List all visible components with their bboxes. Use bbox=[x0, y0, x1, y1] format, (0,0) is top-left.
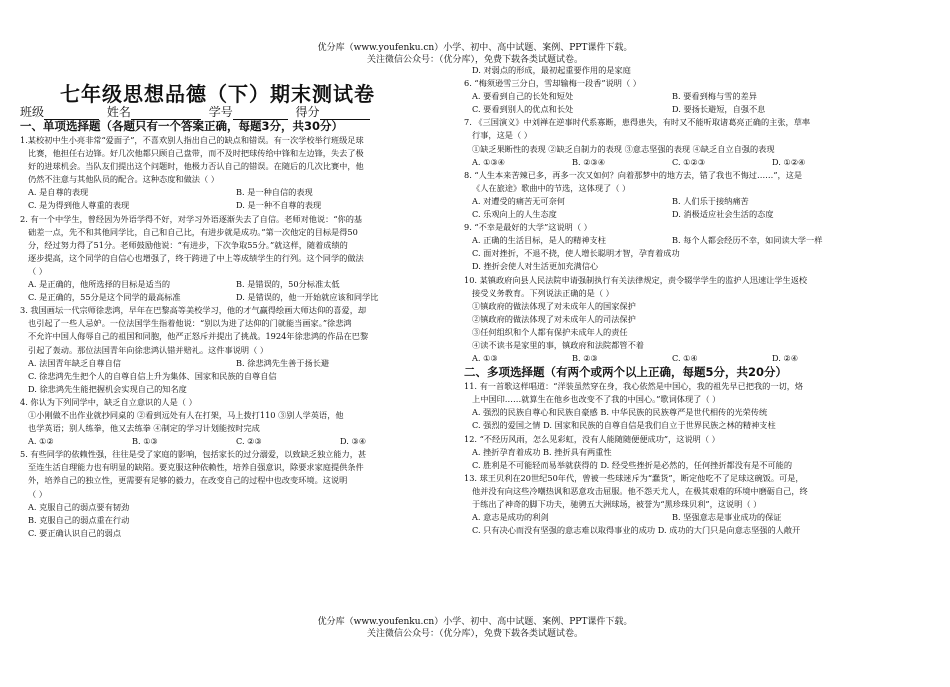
q8-option-d[interactable]: D. 消极适应社会生活的态度 bbox=[672, 209, 774, 220]
q6-option-a[interactable]: A. 要看到自己的长处和短处 bbox=[472, 91, 574, 102]
q8-option-c[interactable]: C. 乐观向上的人生态度 bbox=[472, 209, 557, 220]
q12-options[interactable]: A. 挫折孕育着成功 B. 挫折具有两重性 bbox=[472, 446, 612, 457]
q2-option-d[interactable]: D. 是错误的，他一开始就应该和同学比 bbox=[236, 292, 379, 303]
q1-line: 仍然不注意与其他队员的配合。这种态度和做法（ ） bbox=[28, 174, 219, 185]
q5-line: （ ） bbox=[28, 488, 47, 499]
q3-line: 也引起了一些人忌妒。一位法国学生指着他说：“别以为进了达仰的门就能当画家。”徐悲鸿 bbox=[28, 318, 352, 329]
footer-line-1: 优分库（www.youfenku.cn）小学、初中、高中试题、案例、PPT课件下载。 bbox=[317, 617, 633, 627]
q3-line: 3. 我国画坛一代宗师徐悲鸿，早年在巴黎高等美校学习，他的才气赢得绘画大师达仰的喜爱，却 bbox=[20, 305, 367, 316]
q5-option-a[interactable]: A. 克服自己的弱点要有韧劲 bbox=[28, 501, 130, 512]
q4-option-b[interactable]: B. ①③ bbox=[132, 436, 158, 447]
section-1-heading: 一、单项选择题（各题只有一个答案正确，每题3分，共30分） bbox=[20, 119, 344, 133]
footer-line-2: 关注微信公众号：（优分库），免费下载各类试题试卷。 bbox=[366, 629, 583, 639]
q9-option-a[interactable]: A. 正确的生活目标，是人的精神支柱 bbox=[472, 235, 606, 246]
q11-line: 上中国印……就算生在他乡也改变不了我的中国心。”歌词体现了（ ） bbox=[472, 394, 721, 405]
q1-option-b[interactable]: B. 是一种自信的表现 bbox=[236, 187, 313, 198]
q2-line: 础差一点，先不和其他同学比，自己和自己比，有进步就是成功。”第一次他定的目标是得50 bbox=[28, 226, 358, 237]
q10-line: 接受义务教育。下列说法正确的是（ ） bbox=[472, 287, 614, 298]
q10-statement: ①镇政府的做法体现了对未成年人的国家保护 bbox=[472, 300, 636, 311]
q10-option-c[interactable]: C. ①④ bbox=[672, 353, 698, 364]
q12-options[interactable]: C. 胜利是不可能轻而易举就获得的 D. 经受些挫折是必然的，任何挫折都没有是不可能的 bbox=[472, 459, 793, 470]
q1-line: 好的进球机会。当队友们提出这个问题时，他极力否认自己的错误。在随后的几次比赛中，他 bbox=[28, 161, 364, 172]
q5-option-c[interactable]: C. 要正确认识自己的弱点 bbox=[28, 527, 122, 538]
left-column bbox=[20, 119, 444, 540]
q5-option-b[interactable]: B. 克服自己的弱点重在行动 bbox=[28, 514, 130, 525]
number-label: 学号 bbox=[208, 105, 233, 119]
q7-option-a[interactable]: A. ①③④ bbox=[472, 156, 506, 167]
q3-line: 引起了轰动。那位法国青年向徐悲鸿认错并赔礼。这件事说明（ ） bbox=[28, 344, 269, 355]
q12-line: 12. “不经历风雨，怎么见彩虹，没有人能随随便便成功”，这说明（ ） bbox=[464, 433, 720, 444]
q4-option-a[interactable]: A. ①② bbox=[28, 436, 54, 447]
q13-option-a[interactable]: A. 意志是成功的利剑 bbox=[472, 512, 549, 523]
q5-line: 5. 有些同学的依赖性强，往往是受了家庭的影响，包括家长的过分溺爱，以致缺乏独立能力，甚 bbox=[20, 449, 367, 460]
q6-option-d[interactable]: D. 要扬长避短，自强不息 bbox=[672, 104, 766, 115]
q13-line: 他并没有向这些冷嘲热讽和恶意攻击屈服。他不怨天尤人，在极其艰难的环境中磨砺自己，终 bbox=[472, 485, 808, 496]
q1-option-a[interactable]: A. 是自尊的表现 bbox=[28, 187, 89, 198]
q10-option-b[interactable]: B. ②③ bbox=[572, 353, 598, 364]
q13-line: 13. 球王贝利在20世纪50年代，曾被一些球迷斥为“蠢货”，断定他吃不了足球这碗饭。可是， bbox=[464, 472, 804, 483]
q3-option-b[interactable]: B. 徐悲鸿先生善于扬长避 bbox=[236, 357, 330, 368]
q13-line: 于练出了神奇的脚下功夫，驰骋五大洲球场，被誉为“黑珍珠贝利”，这说明（ ） bbox=[472, 499, 762, 509]
q2-line: （ ） bbox=[28, 265, 47, 276]
page-header bbox=[0, 42, 950, 66]
q13-options-cd[interactable]: C. 只有决心而没有坚强的意志难以取得事业的成功 D. 成功的大门只是向意志坚强的人敞开 bbox=[472, 525, 801, 536]
q3-option-c[interactable]: C. 徐悲鸿先生把个人的自尊自信上升为集体、国家和民族的自尊自信 bbox=[28, 370, 277, 381]
q7-option-b[interactable]: B. ②③④ bbox=[572, 156, 606, 167]
q2-option-c[interactable]: C. 是正确的，55分是这个同学的最高标准 bbox=[28, 292, 181, 303]
q3-option-d[interactable]: D. 徐悲鸿先生能把握机会实现自己的知名度 bbox=[28, 383, 187, 394]
section-2-heading: 二、多项选择题（有两个或两个以上正确，每题5分，共20分） bbox=[464, 365, 788, 380]
q10-statement: ③任何组织和个人都有保护未成年人的责任 bbox=[472, 326, 628, 337]
q6-option-c[interactable]: C. 要看到别人的优点和长处 bbox=[472, 104, 574, 115]
q11-line: 11. 有一首歌这样唱道：“洋装虽然穿在身，我心依然是中国心，我的祖先早已把我的一切，烙 bbox=[464, 381, 804, 392]
page-footer bbox=[0, 616, 950, 640]
q13-option-b[interactable]: B. 坚强意志是事业成功的保证 bbox=[672, 512, 782, 523]
q6-line: 6. “梅须逊雪三分白，雪却输梅一段香”说明（ ） bbox=[464, 78, 641, 89]
q9-option-c[interactable]: C. 面对挫折，不退不挠，使人增长聪明才智，孕育着成功 bbox=[472, 248, 680, 259]
q4-option-d[interactable]: D. ③④ bbox=[340, 436, 367, 447]
q8-line: 8. “人生本来苦辣已多，再多一次又如何？向着那梦中的地方去，错了我也不悔过……”，这是 bbox=[464, 169, 803, 180]
q4-line: 4. 你认为下列同学中，缺乏自立意识的人是（ ） bbox=[20, 396, 197, 407]
q10-line: 10. 某镇政府向县人民法院申请强制执行有关法律规定，责令辍学学生的监护人迅速让学生返校 bbox=[464, 274, 808, 285]
q2-line: 逐步提高，这个同学的自信心也增强了，终于跨进了中上等成绩学生的行列。这个同学的做法 bbox=[28, 252, 364, 263]
q9-line: 9. “不幸是最好的大学”这说明（ ） bbox=[464, 222, 592, 233]
q10-option-a[interactable]: A. ①③ bbox=[472, 353, 498, 364]
right-column bbox=[464, 64, 872, 537]
q7-line: 行事，这是（ ） bbox=[472, 130, 532, 141]
q2-line: 2. 有一个中学生，曾经因为外语学得不好，对学习外语逐渐失去了自信。老师对他说：“你的基 bbox=[20, 213, 363, 224]
name-label: 姓名 bbox=[106, 105, 131, 119]
q8-line: 《人在旅途》歌曲中的节选，这体现了（ ） bbox=[472, 182, 631, 193]
q10-statement: ②镇政府的做法体现了对未成年人的司法保护 bbox=[472, 313, 636, 324]
q7-line: 7. 《三国演义》中刘禅在逆事时代系寡断，患得患失，有时又不能听取诸葛亮正确的主张，草率 bbox=[464, 117, 811, 128]
q1-line: 1.某校初中生小亮非常“爱面子”，不喜欢别人指出自己的缺点和错误。有一次学校举行班级足球 bbox=[20, 135, 364, 145]
header-line-1: 优分库（www.youfenku.cn）小学、初中、高中试题、案例、PPT课件下载。 bbox=[317, 43, 633, 53]
q8-option-a[interactable]: A. 对遭受的痛苦无可奈何 bbox=[472, 195, 565, 206]
q5-option-d[interactable]: D. 对弱点的形成，最初起重要作用的是家庭 bbox=[472, 65, 631, 75]
q2-option-b[interactable]: B. 是错误的，50分标准太低 bbox=[236, 279, 340, 290]
score-label: 得分 bbox=[295, 105, 320, 119]
q3-line: 不允许中国人侮辱自己的祖国和同胞，他严正怒斥并提出了挑战。1924年徐悲鸿的作品在巴黎 bbox=[28, 331, 369, 342]
q4-option-c[interactable]: C. ②③ bbox=[236, 436, 262, 447]
q10-option-d[interactable]: D. ②④ bbox=[772, 353, 799, 364]
q8-option-b[interactable]: B. 人们乐于接纳痛苦 bbox=[672, 195, 749, 206]
q10-statement: ④读不读书是家里的事，镇政府和法院都管不着 bbox=[472, 339, 644, 350]
q5-line: 外，培养自己的独立性，更需要有足够的毅力，在改变自己的过程中也改变环境。这说明 bbox=[28, 475, 348, 486]
q7-option-c[interactable]: C. ①②③ bbox=[672, 156, 706, 167]
exam-title: 七年级思想品德（下）期末测试卷 bbox=[60, 82, 375, 106]
q7-statements: ①缺乏果断性的表现 ②缺乏自制力的表现 ③意志坚强的表现 ④缺乏自立自强的表现 bbox=[472, 143, 775, 154]
q1-option-c[interactable]: C. 是为得到他人尊重的表现 bbox=[28, 200, 130, 211]
q4-statement: 也学英语；别人练拳，他又去练拳 ④制定的学习计划能按时完成 bbox=[28, 423, 260, 434]
q5-line: 至连生活自理能力也有明显的缺陷。要克服这种依赖性，培养自强意识，除要求家庭提供条件 bbox=[28, 462, 364, 473]
q1-line: 比赛，他担任右边锋。好几次他都只顾自己盘带，而不及时把球传给中锋和左边锋，失去了极 bbox=[28, 148, 364, 159]
class-label: 班级 bbox=[20, 105, 45, 119]
q3-option-a[interactable]: A. 法国青年缺乏自尊自信 bbox=[28, 357, 121, 368]
q4-statement: ①小刚做不出作业就抄同桌的 ②看到远处有人在打架，马上拨打110 ③别人学英语，他 bbox=[28, 409, 344, 420]
q2-option-a[interactable]: A. 是正确的，他所选择的目标是适当的 bbox=[28, 279, 171, 290]
q1-option-d[interactable]: D. 是一种不自尊的表现 bbox=[236, 200, 322, 211]
header-line-2: 关注微信公众号：（优分库），免费下载各类试题试卷。 bbox=[366, 55, 583, 65]
q2-line: 分，经过努力得了51分。老师鼓励他说：“有进步，下次争取55分。”就这样，随着成绩的 bbox=[28, 239, 348, 250]
q6-option-b[interactable]: B. 要看到梅与雪的差异 bbox=[672, 91, 757, 102]
q9-option-b[interactable]: B. 每个人都会经历不幸，如同读大学一样 bbox=[672, 235, 823, 246]
q9-option-d[interactable]: D. 挫折会使人对生活更加充满信心 bbox=[472, 261, 599, 272]
q7-option-d[interactable]: D. ①②④ bbox=[772, 156, 806, 167]
q11-options[interactable]: C. 强烈的爱国之情 D. 国家和民族的自尊自信是我们自立于世界民族之林的精神支柱 bbox=[472, 420, 776, 431]
q11-options[interactable]: A. 强烈的民族自尊心和民族自豪感 B. 中华民族的民族尊严是世代相传的光荣传统 bbox=[472, 407, 768, 418]
student-info-fields bbox=[20, 103, 370, 120]
